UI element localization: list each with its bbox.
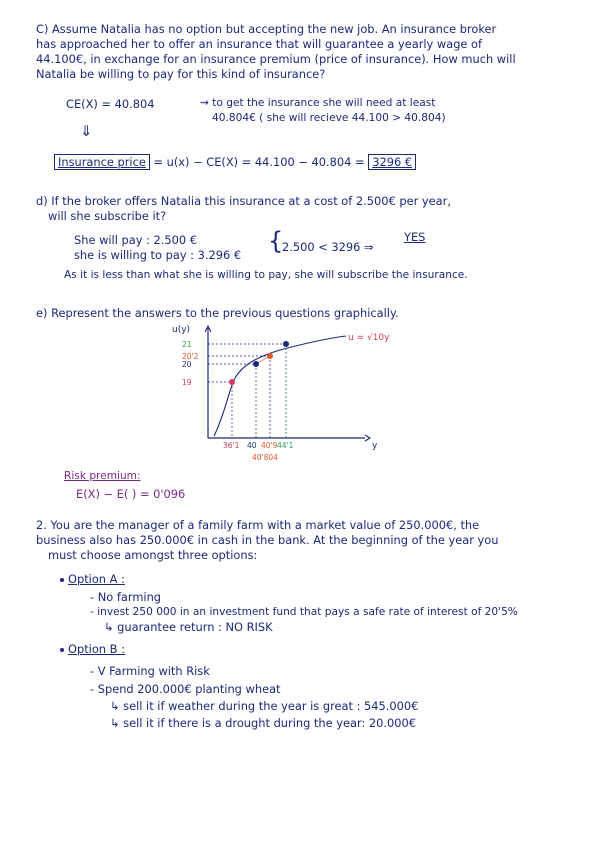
x-axis-arrow-icon: [365, 435, 370, 441]
option-a-item-2: - invest 250 000 in an investment fund that pays a safe rate of interest of 20'5%: [90, 606, 518, 618]
x-tick-under-label: 40'804: [252, 453, 278, 462]
option-a-title: [60, 572, 125, 586]
y-tick-label: 19: [182, 378, 192, 387]
option-b-title: [60, 642, 125, 656]
option-b-item-2: - Spend 200.000€ planting wheat: [90, 682, 281, 696]
chart-point: [253, 361, 259, 367]
y-tick-label: 20: [182, 360, 192, 369]
part-c-line-2: has approached her to offer an insurance that will guarantee a yearly wage of: [36, 37, 483, 51]
part-d-conclusion: As it is less than what she is willing to pay, she will subscribe the insurance.: [64, 269, 468, 281]
answer-yes: YES: [404, 230, 426, 244]
comparison: 2.500 < 3296 ⇒: [282, 240, 374, 254]
utility-chart: [160, 320, 410, 470]
will-pay: She will pay : 2.500 €: [74, 233, 198, 247]
x-tick-label: 44'1: [277, 441, 294, 450]
insurance-price-label: Insurance price: [54, 154, 150, 170]
part-e-question: e) Represent the answers to the previous questions graphically.: [36, 306, 399, 320]
part-c-line-1: C) Assume Natalia has no option but accepting the new job. An insurance broker: [36, 22, 497, 36]
problem-2-intro-1: 2. You are the manager of a family farm with a market value of 250.000€, the: [36, 518, 480, 532]
chart-point: [229, 379, 235, 385]
y-tick-label: 20'2: [182, 352, 199, 361]
utility-curve: [214, 336, 346, 436]
brace-icon: {: [268, 227, 284, 255]
x-tick-label: 40'9: [261, 441, 278, 450]
x-axis-label: y: [372, 441, 378, 451]
y-axis-label: u(y): [172, 325, 191, 335]
option-b-title-text: Option B :: [68, 642, 125, 656]
y-tick-label: 21: [182, 340, 192, 349]
x-tick-label: 40: [247, 441, 257, 450]
option-b-sub-1: ↳ sell it if weather during the year is great : 545.000€: [110, 699, 419, 713]
risk-premium-label: Risk premium:: [64, 470, 141, 482]
willing-to-pay: she is willing to pay : 3.296 €: [74, 248, 242, 262]
option-a-item-1: - No farming: [90, 590, 162, 604]
ce-equation: CE(X) = 40.804: [66, 97, 155, 111]
option-a-sub: ↳ guarantee return : NO RISK: [104, 620, 273, 634]
ce-note-1: ⇝ to get the insurance she will need at least: [200, 97, 436, 109]
down-arrow-icon: ⇓: [80, 122, 93, 140]
option-a-title-text: Option A :: [68, 572, 125, 586]
problem-2-intro-2: business also has 250.000€ in cash in the bank. At the beginning of the year you: [36, 533, 499, 547]
chart-point: [267, 353, 273, 359]
x-tick-label: 36'1: [223, 441, 240, 450]
option-b-sub-2: ↳ sell it if there is a drought during the year: 20.000€: [110, 716, 417, 730]
premium-line: [54, 155, 416, 169]
curve-label: u = √10y: [348, 333, 390, 343]
option-b-item-1: - V Farming with Risk: [90, 664, 210, 678]
ce-note-2: 40.804€ ( she will recieve 44.100 > 40.804): [212, 112, 446, 124]
premium-equation: = u(x) − CE(X) = 44.100 − 40.804 =: [153, 155, 365, 169]
part-d-question-1: d) If the broker offers Natalia this insurance at a cost of 2.500€ per year,: [36, 194, 451, 208]
problem-2-intro-3: must choose amongst three options:: [48, 548, 258, 562]
risk-premium-equation: E(X) − E( ) = 0'096: [76, 487, 186, 501]
premium-result: 3296 €: [368, 154, 416, 170]
bullet-icon: [60, 578, 64, 582]
chart-point: [283, 341, 289, 347]
bullet-icon: [60, 648, 64, 652]
part-c-line-3: 44.100€, in exchange for an insurance premium (price of insurance). How much will: [36, 52, 516, 66]
part-c-line-4: Natalia be willing to pay for this kind of insurance?: [36, 67, 326, 81]
part-d-question-2: will she subscribe it?: [48, 209, 167, 223]
